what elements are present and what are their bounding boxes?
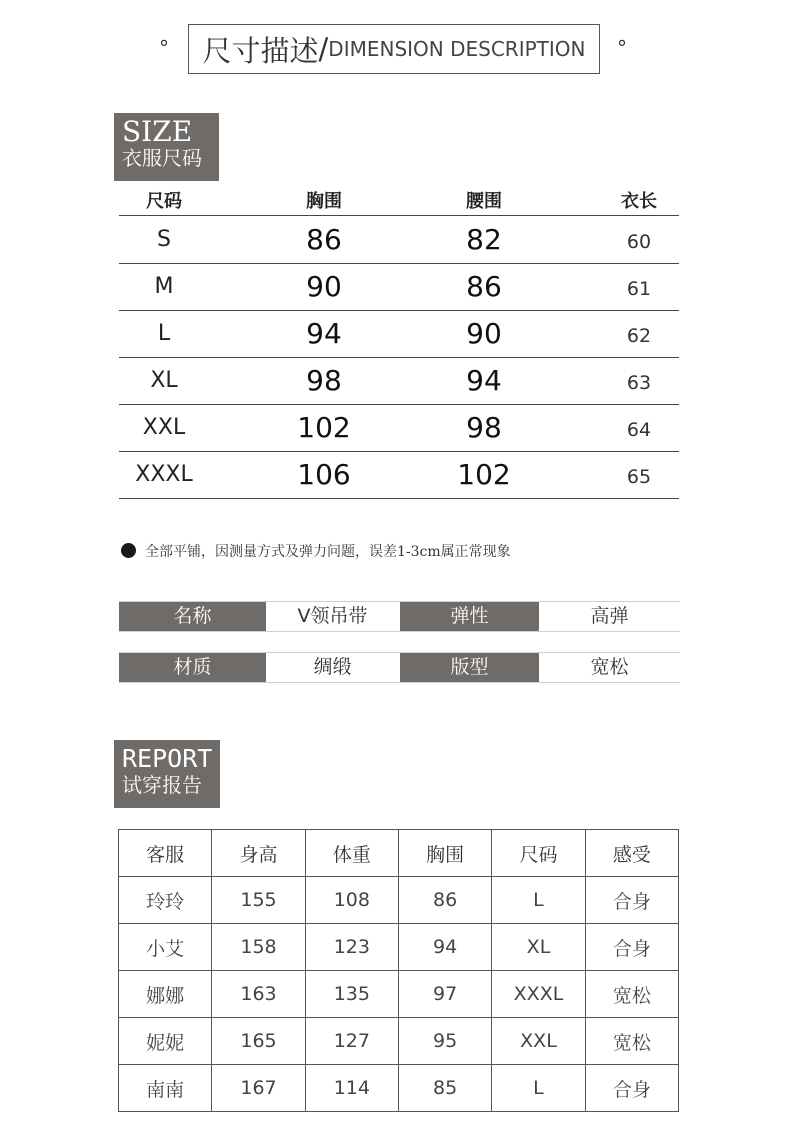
size-cell: XXXL <box>135 462 193 487</box>
weight-cell: 135 <box>305 971 398 1018</box>
measurement-note <box>121 541 511 561</box>
attr-value-material: 绸缎 <box>313 656 352 678</box>
bust-cell: 86 <box>306 223 342 256</box>
report-col-staff: 客服 <box>119 830 212 877</box>
report-col-bust: 胸围 <box>398 830 491 877</box>
height-cell: 155 <box>212 877 305 924</box>
length-cell: 65 <box>626 466 652 488</box>
bust-cell: 106 <box>297 458 351 491</box>
waist-cell: 86 <box>466 270 502 303</box>
report-col-weight: 体重 <box>305 830 398 877</box>
length-cell: 61 <box>626 278 652 300</box>
attr-key-name: 名称 <box>119 602 266 631</box>
bust-cell: 97 <box>398 971 491 1018</box>
table-row <box>119 971 679 1018</box>
size-cell: XXL <box>142 415 186 440</box>
weight-cell: 108 <box>305 877 398 924</box>
staff-cell: 玲玲 <box>119 877 212 924</box>
bullet-icon <box>121 543 136 558</box>
size-cell: L <box>492 877 585 924</box>
size-cell: L <box>157 321 171 346</box>
weight-cell: 114 <box>305 1065 398 1112</box>
size-cell: M <box>154 274 174 299</box>
attribute-row <box>119 652 680 683</box>
report-col-height: 身高 <box>212 830 305 877</box>
attr-key-material: 材质 <box>119 653 266 682</box>
feeling-cell: 合身 <box>585 877 678 924</box>
feeling-cell: 合身 <box>585 924 678 971</box>
report-col-feeling: 感受 <box>585 830 678 877</box>
report-col-size: 尺码 <box>492 830 585 877</box>
table-row <box>119 1065 679 1112</box>
table-row <box>119 311 679 358</box>
report-section-label <box>114 740 220 808</box>
table-row <box>119 358 679 405</box>
length-cell: 62 <box>626 325 652 347</box>
waist-cell: 94 <box>466 364 502 397</box>
waist-cell: 98 <box>466 411 502 444</box>
size-col-length: 衣长 <box>621 191 657 212</box>
bust-cell: 86 <box>398 877 491 924</box>
note-text: 全部平铺，因测量方式及弹力问题，误差1-3cm属正常现象 <box>145 544 511 560</box>
waist-cell: 82 <box>466 223 502 256</box>
header-title-en: DIMENSION DESCRIPTION <box>328 37 586 61</box>
bust-cell: 95 <box>398 1018 491 1065</box>
size-col-waist: 腰围 <box>466 191 502 212</box>
length-cell: 63 <box>626 372 652 394</box>
bust-cell: 90 <box>306 270 342 303</box>
header-left-dot: ° <box>159 36 169 60</box>
size-cell: L <box>492 1065 585 1112</box>
size-label-en: SIZE <box>122 115 193 148</box>
feeling-cell: 宽松 <box>585 971 678 1018</box>
attr-value-elasticity: 高弹 <box>590 605 629 627</box>
waist-cell: 102 <box>457 458 511 491</box>
size-label-cn: 衣服尺码 <box>122 146 202 170</box>
table-row <box>119 405 679 452</box>
weight-cell: 127 <box>305 1018 398 1065</box>
length-cell: 60 <box>626 231 652 253</box>
feeling-cell: 合身 <box>585 1065 678 1112</box>
table-row <box>119 217 679 264</box>
feeling-cell: 宽松 <box>585 1018 678 1065</box>
size-col-bust: 胸围 <box>306 191 342 212</box>
size-section-label <box>114 113 219 181</box>
staff-cell: 南南 <box>119 1065 212 1112</box>
size-cell: XXL <box>492 1018 585 1065</box>
table-row <box>119 264 679 311</box>
report-header-row <box>119 830 679 877</box>
attr-key-fit: 版型 <box>400 653 539 682</box>
height-cell: 163 <box>212 971 305 1018</box>
bust-cell: 94 <box>398 924 491 971</box>
table-row <box>119 1018 679 1065</box>
staff-cell: 妮妮 <box>119 1018 212 1065</box>
header-title-separator: / <box>318 32 329 66</box>
bust-cell: 94 <box>306 317 342 350</box>
attribute-row <box>119 601 680 632</box>
weight-cell: 123 <box>305 924 398 971</box>
size-cell: XXXL <box>492 971 585 1018</box>
header-right-dot: ° <box>617 36 627 60</box>
height-cell: 158 <box>212 924 305 971</box>
attr-value-fit: 宽松 <box>590 656 629 678</box>
dimension-header <box>188 24 600 74</box>
bust-cell: 102 <box>297 411 351 444</box>
staff-cell: 小艾 <box>119 924 212 971</box>
table-row <box>119 924 679 971</box>
report-label-cn: 试穿报告 <box>122 773 202 797</box>
height-cell: 165 <box>212 1018 305 1065</box>
attr-key-elasticity: 弹性 <box>400 602 539 631</box>
size-cell: S <box>157 227 171 252</box>
attr-value-name: V领吊带 <box>297 605 368 627</box>
header-title-cn: 尺寸描述 <box>202 33 319 68</box>
waist-cell: 90 <box>466 317 502 350</box>
fitting-report-table <box>118 829 679 1112</box>
size-cell: XL <box>150 368 178 393</box>
length-cell: 64 <box>626 419 652 441</box>
bust-cell: 85 <box>398 1065 491 1112</box>
table-row <box>119 877 679 924</box>
size-col-size: 尺码 <box>146 191 182 212</box>
report-label-en: REPORT <box>122 744 213 773</box>
table-row <box>119 452 679 499</box>
size-table-header <box>119 184 679 216</box>
bust-cell: 98 <box>306 364 342 397</box>
staff-cell: 娜娜 <box>119 971 212 1018</box>
height-cell: 167 <box>212 1065 305 1112</box>
size-cell: XL <box>492 924 585 971</box>
